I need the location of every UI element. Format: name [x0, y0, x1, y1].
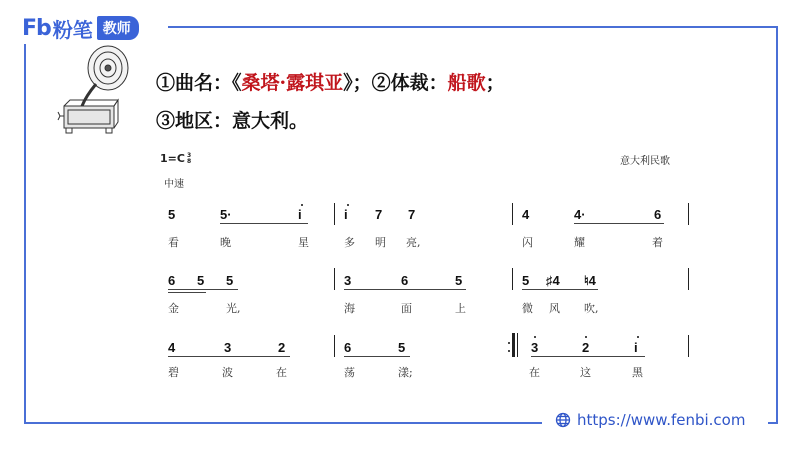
frame-right-line	[776, 26, 778, 424]
note: i	[344, 207, 348, 222]
lyric: 吹,	[584, 302, 599, 315]
barline	[688, 203, 689, 225]
lyric: 风	[549, 302, 560, 315]
barline	[334, 203, 335, 225]
repeat-dot	[508, 350, 510, 352]
phonograph-icon	[56, 44, 132, 136]
logo-name: 粉笔	[52, 17, 93, 42]
time-bottom: 8	[186, 158, 192, 165]
note: 3	[344, 273, 352, 288]
lyric: 在	[276, 366, 287, 379]
note: 5	[168, 207, 176, 222]
lyric: 微	[522, 302, 533, 315]
barline	[512, 203, 513, 225]
time-top: 3	[186, 152, 192, 159]
duration-beam	[220, 223, 308, 224]
key-signature	[160, 152, 191, 165]
song-info-line	[156, 68, 505, 95]
note: i	[298, 207, 302, 222]
high-octave-dot	[585, 336, 587, 338]
note: 6	[344, 340, 352, 355]
note: 7	[375, 207, 383, 222]
genre-value: 船歌	[447, 72, 486, 94]
lyric: 看	[168, 236, 179, 249]
tempo-marking: 中速	[164, 179, 184, 190]
repeat-dot	[508, 342, 510, 344]
duration-beam	[168, 292, 206, 293]
repeat-thick-barline	[512, 333, 515, 357]
time-signature	[187, 153, 191, 165]
duration-beam	[531, 356, 645, 357]
note: 3	[224, 340, 232, 355]
brand-logo[interactable]	[22, 14, 139, 42]
lyric: 面	[401, 302, 412, 315]
lyric: 荡	[344, 366, 355, 379]
lyric: 光,	[226, 302, 241, 315]
note: 2	[582, 340, 590, 355]
duration-beam	[168, 289, 238, 290]
note: 4·	[574, 207, 586, 222]
globe-icon	[555, 412, 571, 428]
note: 4	[168, 340, 176, 355]
website-link[interactable]	[555, 411, 745, 429]
note: i	[634, 340, 638, 355]
lyric: 这	[580, 366, 591, 379]
duration-beam	[168, 356, 290, 357]
frame-left-line	[24, 44, 26, 424]
lyric: 星	[298, 236, 309, 249]
key-text: 1=C	[160, 152, 185, 165]
frame-bottom-line-end	[768, 422, 778, 424]
note: 6	[654, 207, 662, 222]
duration-beam	[522, 289, 598, 290]
lyric: 碧	[168, 366, 179, 379]
lyric: 着	[652, 236, 663, 249]
note: 5	[455, 273, 463, 288]
repeat-thin-barline	[517, 333, 518, 357]
barline	[334, 335, 335, 357]
duration-beam	[344, 289, 466, 290]
lyric: 波	[222, 366, 233, 379]
frame-bottom-line	[24, 422, 542, 424]
frame-top-line	[168, 26, 778, 28]
high-octave-dot	[301, 204, 303, 206]
lyric: 耀	[574, 236, 585, 249]
duration-beam	[574, 223, 664, 224]
duration-beam	[344, 356, 410, 357]
title-prefix: ①曲名：《	[156, 72, 242, 94]
lyric: 闪	[522, 236, 533, 249]
genre-prefix: 》；②体裁：	[343, 72, 448, 94]
logo-badge: 教师	[97, 16, 139, 40]
note: 5·	[220, 207, 232, 222]
lyric: 上	[455, 302, 466, 315]
note: 7	[408, 207, 416, 222]
high-octave-dot	[347, 204, 349, 206]
note: ♯4	[546, 273, 560, 288]
lyric: 明	[375, 236, 386, 249]
lyric: 在	[529, 366, 540, 379]
song-source: 意大利民歌	[620, 156, 670, 167]
note: 6	[168, 273, 176, 288]
note: 5	[226, 273, 234, 288]
region-line: ③地区：意大利。	[156, 110, 309, 132]
lyric: 漾;	[398, 366, 413, 379]
note: 2	[278, 340, 286, 355]
note: 5	[522, 273, 530, 288]
note: ♮4	[584, 273, 596, 288]
high-octave-dot	[534, 336, 536, 338]
barline	[512, 268, 513, 290]
note: 3	[531, 340, 539, 355]
high-octave-dot	[637, 336, 639, 338]
lyric: 亮,	[406, 236, 421, 249]
logo-mark: Fb	[22, 15, 51, 41]
note: 5	[197, 273, 205, 288]
note: 5	[398, 340, 406, 355]
barline	[688, 335, 689, 357]
note: 6	[401, 273, 409, 288]
line-end: ；	[485, 72, 505, 94]
lyric: 黑	[632, 366, 643, 379]
note: 4	[522, 207, 530, 222]
barline	[334, 268, 335, 290]
website-url: https://www.fenbi.com	[577, 411, 746, 429]
lyric: 多	[344, 236, 355, 249]
lyric: 金	[168, 302, 179, 315]
lyric: 晚	[220, 236, 231, 249]
barline	[688, 268, 689, 290]
song-title: 桑塔·露琪亚	[241, 72, 344, 94]
lyric: 海	[344, 302, 355, 315]
